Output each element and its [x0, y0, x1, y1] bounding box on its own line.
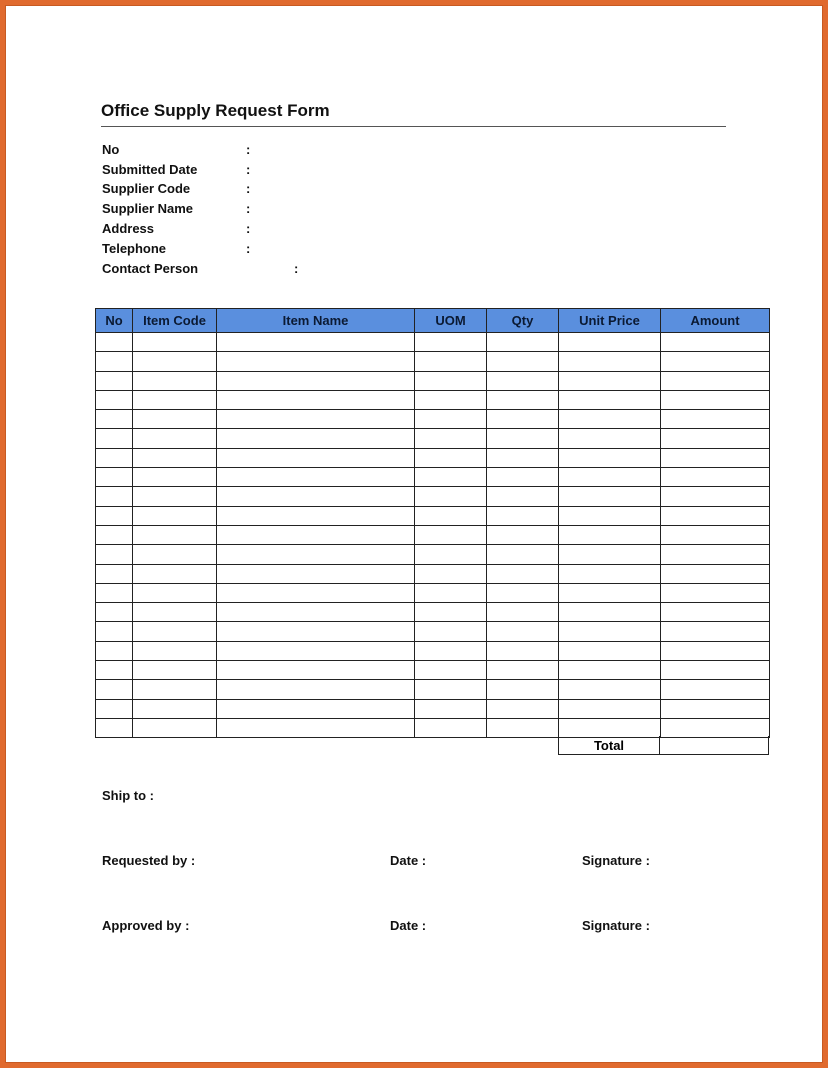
cell-unit-price[interactable] [559, 333, 661, 352]
table-row [96, 506, 770, 525]
col-header-unit-price: Unit Price [559, 309, 661, 333]
cell-no[interactable] [96, 333, 133, 352]
cell-item-name[interactable] [217, 487, 415, 506]
table-row [96, 468, 770, 487]
cell-amount[interactable] [661, 641, 770, 660]
cell-item-name[interactable] [217, 448, 415, 467]
field-label-no: No [102, 142, 120, 157]
cell-item-name[interactable] [217, 352, 415, 371]
cell-uom[interactable] [415, 718, 487, 737]
cell-no[interactable] [96, 622, 133, 641]
cell-item-name[interactable] [217, 641, 415, 660]
cell-item-code[interactable] [133, 448, 217, 467]
requested-by-label: Requested by : [102, 853, 196, 868]
total-label: Total [558, 736, 660, 755]
cell-item-name[interactable] [217, 564, 415, 583]
cell-unit-price[interactable] [559, 641, 661, 660]
cell-unit-price[interactable] [559, 564, 661, 583]
cell-uom[interactable] [415, 429, 487, 448]
cell-item-code[interactable] [133, 545, 217, 564]
cell-qty[interactable] [487, 661, 559, 680]
field-colon-submitted-date: : [246, 162, 251, 177]
table-row [96, 641, 770, 660]
cell-item-code[interactable] [133, 410, 217, 429]
cell-qty[interactable] [487, 564, 559, 583]
title-underline [101, 126, 726, 127]
cell-qty[interactable] [487, 718, 559, 737]
cell-uom[interactable] [415, 680, 487, 699]
table-row [96, 352, 770, 371]
cell-uom[interactable] [415, 525, 487, 544]
cell-unit-price[interactable] [559, 448, 661, 467]
table-row [96, 680, 770, 699]
cell-uom[interactable] [415, 641, 487, 660]
cell-item-name[interactable] [217, 410, 415, 429]
cell-unit-price[interactable] [559, 603, 661, 622]
cell-amount[interactable] [661, 468, 770, 487]
cell-qty[interactable] [487, 641, 559, 660]
table-row [96, 564, 770, 583]
table-row [96, 448, 770, 467]
cell-no[interactable] [96, 371, 133, 390]
cell-unit-price[interactable] [559, 410, 661, 429]
cell-uom[interactable] [415, 448, 487, 467]
cell-qty[interactable] [487, 390, 559, 409]
table-row [96, 429, 770, 448]
table-row [96, 371, 770, 390]
total-amount-cell[interactable] [659, 736, 769, 755]
cell-qty[interactable] [487, 525, 559, 544]
cell-item-name[interactable] [217, 468, 415, 487]
cell-no[interactable] [96, 699, 133, 718]
cell-amount[interactable] [661, 622, 770, 641]
cell-item-name[interactable] [217, 718, 415, 737]
cell-no[interactable] [96, 641, 133, 660]
cell-qty[interactable] [487, 680, 559, 699]
cell-uom[interactable] [415, 487, 487, 506]
field-colon-supplier-name: : [246, 201, 251, 216]
approved-by-label: Approved by : [102, 918, 190, 933]
cell-uom[interactable] [415, 564, 487, 583]
cell-item-code[interactable] [133, 468, 217, 487]
col-header-item-code: Item Code [133, 309, 217, 333]
field-label-telephone: Telephone [102, 241, 167, 256]
cell-uom[interactable] [415, 371, 487, 390]
cell-no[interactable] [96, 603, 133, 622]
cell-amount[interactable] [661, 487, 770, 506]
ship-to-label: Ship to : [102, 788, 154, 803]
cell-qty[interactable] [487, 429, 559, 448]
cell-amount[interactable] [661, 390, 770, 409]
cell-unit-price[interactable] [559, 699, 661, 718]
cell-amount[interactable] [661, 680, 770, 699]
cell-item-code[interactable] [133, 680, 217, 699]
field-label-contact-person: Contact Person [102, 261, 199, 276]
cell-uom[interactable] [415, 468, 487, 487]
approved-signature-label: Signature : [582, 918, 650, 933]
cell-uom[interactable] [415, 333, 487, 352]
cell-unit-price[interactable] [559, 390, 661, 409]
cell-amount[interactable] [661, 448, 770, 467]
field-colon-telephone: : [246, 241, 251, 256]
cell-unit-price[interactable] [559, 718, 661, 737]
page-title: Office Supply Request Form [101, 101, 330, 120]
cell-amount[interactable] [661, 545, 770, 564]
table-row [96, 487, 770, 506]
cell-item-code[interactable] [133, 622, 217, 641]
cell-qty[interactable] [487, 603, 559, 622]
cell-unit-price[interactable] [559, 468, 661, 487]
cell-unit-price[interactable] [559, 429, 661, 448]
cell-amount[interactable] [661, 603, 770, 622]
approved-date-label: Date : [390, 918, 427, 933]
table-row [96, 622, 770, 641]
cell-item-code[interactable] [133, 390, 217, 409]
table-row [96, 390, 770, 409]
cell-item-code[interactable] [133, 506, 217, 525]
table-row [96, 603, 770, 622]
cell-no[interactable] [96, 429, 133, 448]
field-colon-no: : [246, 142, 251, 157]
items-table [95, 308, 770, 738]
cell-unit-price[interactable] [559, 545, 661, 564]
cell-uom[interactable] [415, 545, 487, 564]
cell-item-name[interactable] [217, 603, 415, 622]
cell-item-name[interactable] [217, 506, 415, 525]
cell-item-name[interactable] [217, 333, 415, 352]
cell-qty[interactable] [487, 410, 559, 429]
cell-amount[interactable] [661, 699, 770, 718]
cell-item-name[interactable] [217, 583, 415, 602]
cell-qty[interactable] [487, 583, 559, 602]
cell-amount[interactable] [661, 371, 770, 390]
cell-no[interactable] [96, 525, 133, 544]
field-colon-address: : [246, 221, 251, 236]
cell-item-code[interactable] [133, 487, 217, 506]
cell-amount[interactable] [661, 525, 770, 544]
cell-amount[interactable] [661, 661, 770, 680]
cell-item-name[interactable] [217, 680, 415, 699]
cell-no[interactable] [96, 352, 133, 371]
col-header-no: No [96, 309, 133, 333]
cell-item-name[interactable] [217, 371, 415, 390]
cell-no[interactable] [96, 487, 133, 506]
cell-qty[interactable] [487, 487, 559, 506]
cell-uom[interactable] [415, 410, 487, 429]
cell-uom[interactable] [415, 583, 487, 602]
cell-unit-price[interactable] [559, 661, 661, 680]
cell-uom[interactable] [415, 603, 487, 622]
cell-qty[interactable] [487, 699, 559, 718]
cell-unit-price[interactable] [559, 352, 661, 371]
table-row [96, 583, 770, 602]
requested-signature-label: Signature : [582, 853, 650, 868]
table-row [96, 410, 770, 429]
cell-amount[interactable] [661, 583, 770, 602]
cell-qty[interactable] [487, 448, 559, 467]
cell-no[interactable] [96, 468, 133, 487]
cell-item-code[interactable] [133, 333, 217, 352]
table-header-row [96, 309, 770, 333]
field-colon-contact-person: : [294, 261, 299, 276]
table-row [96, 333, 770, 352]
cell-unit-price[interactable] [559, 487, 661, 506]
cell-amount[interactable] [661, 564, 770, 583]
cell-item-code[interactable] [133, 564, 217, 583]
cell-no[interactable] [96, 564, 133, 583]
cell-amount[interactable] [661, 333, 770, 352]
field-label-submitted-date: Submitted Date [102, 162, 198, 177]
cell-item-code[interactable] [133, 525, 217, 544]
cell-unit-price[interactable] [559, 371, 661, 390]
cell-no[interactable] [96, 661, 133, 680]
table-row [96, 718, 770, 737]
cell-qty[interactable] [487, 371, 559, 390]
table-row [96, 525, 770, 544]
cell-item-code[interactable] [133, 603, 217, 622]
cell-unit-price[interactable] [559, 583, 661, 602]
field-label-address: Address [102, 221, 155, 236]
table-row [96, 661, 770, 680]
cell-uom[interactable] [415, 661, 487, 680]
cell-no[interactable] [96, 410, 133, 429]
requested-date-label: Date : [390, 853, 427, 868]
col-header-amount: Amount [661, 309, 770, 333]
cell-unit-price[interactable] [559, 680, 661, 699]
col-header-qty: Qty [487, 309, 559, 333]
cell-unit-price[interactable] [559, 506, 661, 525]
cell-item-name[interactable] [217, 699, 415, 718]
cell-uom[interactable] [415, 506, 487, 525]
cell-no[interactable] [96, 506, 133, 525]
cell-amount[interactable] [661, 718, 770, 737]
cell-item-name[interactable] [217, 545, 415, 564]
cell-no[interactable] [96, 680, 133, 699]
cell-no[interactable] [96, 545, 133, 564]
cell-uom[interactable] [415, 699, 487, 718]
cell-item-name[interactable] [217, 525, 415, 544]
col-header-item-name: Item Name [217, 309, 415, 333]
cell-item-name[interactable] [217, 390, 415, 409]
cell-item-code[interactable] [133, 661, 217, 680]
cell-amount[interactable] [661, 410, 770, 429]
cell-no[interactable] [96, 718, 133, 737]
cell-no[interactable] [96, 390, 133, 409]
cell-uom[interactable] [415, 352, 487, 371]
cell-amount[interactable] [661, 506, 770, 525]
field-label-supplier-code: Supplier Code [102, 181, 191, 196]
cell-item-code[interactable] [133, 371, 217, 390]
cell-qty[interactable] [487, 333, 559, 352]
cell-qty[interactable] [487, 545, 559, 564]
cell-item-code[interactable] [133, 641, 217, 660]
cell-amount[interactable] [661, 352, 770, 371]
table-row [96, 545, 770, 564]
cell-item-code[interactable] [133, 583, 217, 602]
cell-item-code[interactable] [133, 718, 217, 737]
cell-item-name[interactable] [217, 661, 415, 680]
cell-amount[interactable] [661, 429, 770, 448]
cell-qty[interactable] [487, 506, 559, 525]
cell-no[interactable] [96, 583, 133, 602]
cell-qty[interactable] [487, 468, 559, 487]
cell-item-code[interactable] [133, 429, 217, 448]
cell-item-name[interactable] [217, 429, 415, 448]
cell-unit-price[interactable] [559, 525, 661, 544]
table-row [96, 699, 770, 718]
cell-item-code[interactable] [133, 352, 217, 371]
field-label-supplier-name: Supplier Name [102, 201, 194, 216]
field-colon-supplier-code: : [246, 181, 251, 196]
col-header-uom: UOM [415, 309, 487, 333]
cell-item-name[interactable] [217, 622, 415, 641]
cell-no[interactable] [96, 448, 133, 467]
cell-qty[interactable] [487, 352, 559, 371]
table-body [96, 333, 770, 738]
cell-uom[interactable] [415, 390, 487, 409]
cell-unit-price[interactable] [559, 622, 661, 641]
cell-item-code[interactable] [133, 699, 217, 718]
cell-qty[interactable] [487, 622, 559, 641]
cell-uom[interactable] [415, 622, 487, 641]
